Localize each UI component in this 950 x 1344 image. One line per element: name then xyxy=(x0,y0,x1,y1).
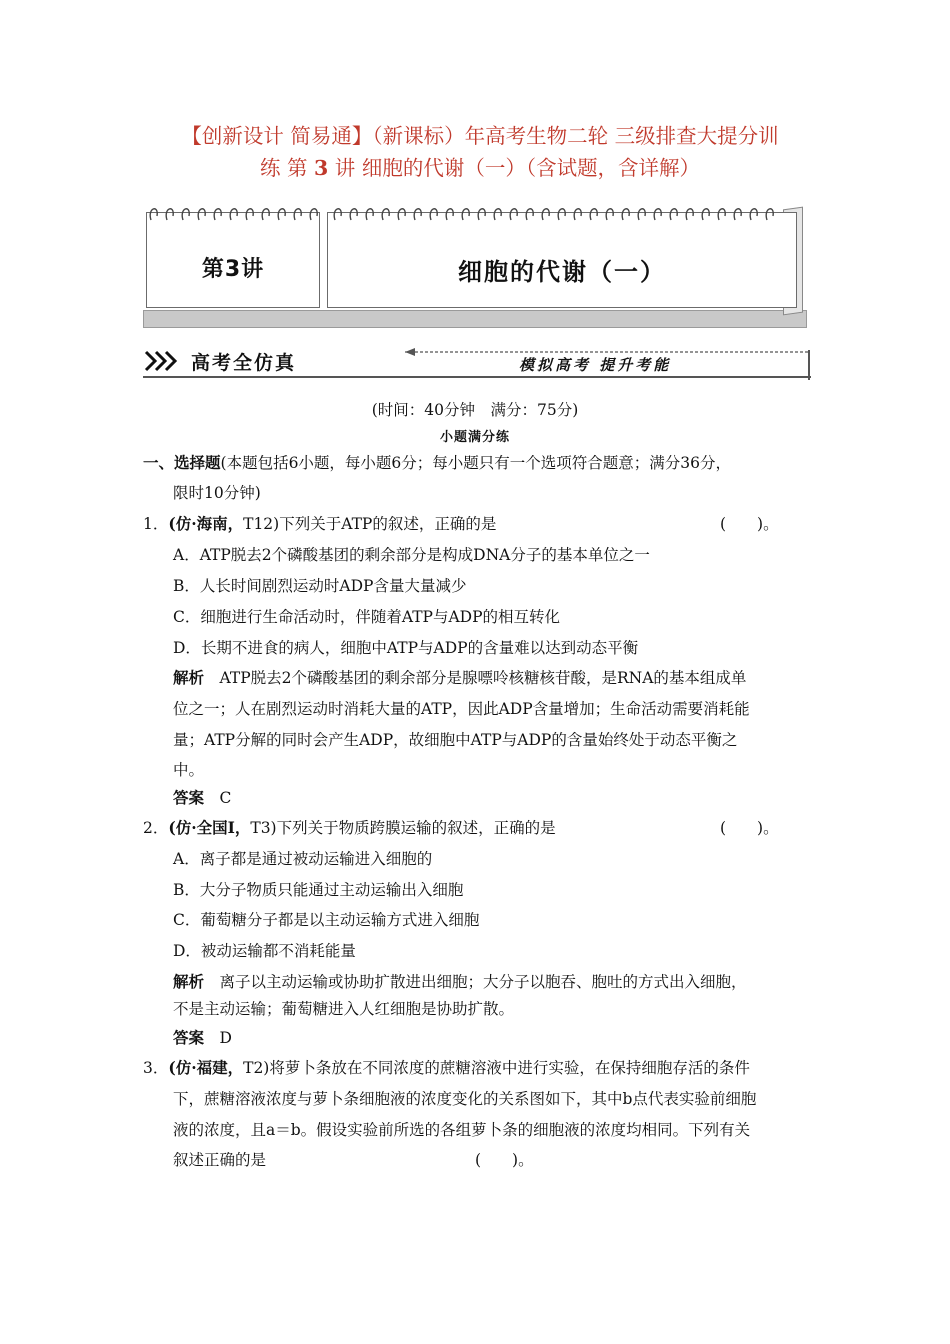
question-3-stem-1 xyxy=(143,1058,750,1078)
question-1-analysis-3: 量；ATP分解的同时会产生ADP，故细胞中ATP与ADP的含量始终处于动态平衡之 xyxy=(173,731,738,749)
question-2-option-d: D．被动运输都不消耗能量 xyxy=(173,942,356,960)
question-2-answer-blank: ( )。 xyxy=(720,819,779,837)
binder-rings-icon xyxy=(143,198,813,222)
question-3-stem-4: 叙述正确的是 xyxy=(173,1151,267,1169)
question-3-answer-blank: ( )。 xyxy=(475,1151,534,1169)
title-line-2 xyxy=(140,152,820,184)
section-slogan: 模拟高考 提升考能 xyxy=(519,356,672,374)
banner-lecture-number: 第3讲 xyxy=(201,257,265,282)
question-tag: T3) xyxy=(250,819,277,837)
section-title: 高考全仿真 xyxy=(191,352,297,374)
question-number: 1． xyxy=(143,515,169,533)
question-2-answer xyxy=(173,1028,232,1048)
title-line-1: 【创新设计 简易通】（新课标）年高考生物二轮 三级排查大提分训 xyxy=(181,124,779,148)
answer-label: 答案 xyxy=(173,1028,205,1047)
section-header-bar xyxy=(143,346,815,382)
question-1-option-d: D．长期不进食的病人，细胞中ATP与ADP的含量难以达到动态平衡 xyxy=(173,639,639,657)
part-one-heading xyxy=(143,453,731,473)
banner-topic: 细胞的代谢（一） xyxy=(458,258,666,286)
question-tag: T12) xyxy=(243,515,280,533)
answer-value: C xyxy=(219,789,232,807)
question-1-answer-blank: ( )。 xyxy=(720,515,779,533)
part-one-note-1: (本题包括6小题，每小题6分；每小题只有一个选项符合题意；满分36分， xyxy=(220,454,732,472)
question-1-answer xyxy=(173,788,231,808)
question-tag: T2) xyxy=(243,1059,270,1077)
question-text: 将萝卜条放在不同浓度的蔗糖溶液中进行实验，在保持细胞存活的条件 xyxy=(269,1059,750,1077)
title-line-2-post: 讲 细胞的代谢（一）（含试题，含详解） xyxy=(334,156,701,180)
question-text: 下列关于ATP的叙述，正确的是 xyxy=(279,515,497,533)
question-3-stem-3: 液的浓度，且a＝b。假设实验前所选的各组萝卜条的细胞液的浓度均相同。下列有关 xyxy=(173,1121,751,1139)
question-1-stem xyxy=(143,514,496,534)
analysis-text: ATP脱去2个磷酸基团的剩余部分是腺嘌呤核糖核苷酸，是RNA的基本组成单 xyxy=(219,669,747,687)
question-2-analysis-1 xyxy=(173,972,747,992)
analysis-label: 解析 xyxy=(173,668,205,687)
question-text: 下列关于物质跨膜运输的叙述，正确的是 xyxy=(276,819,556,837)
question-1-analysis-2: 位之一；人在剧烈运动时消耗大量的ATP，因此ADP含量增加；生命活动需要消耗能 xyxy=(173,700,750,718)
question-2-option-c: C．葡萄糖分子都是以主动运输方式进入细胞 xyxy=(173,911,480,929)
question-1-analysis-1 xyxy=(173,668,746,688)
question-3-stem-2: 下，蔗糖溶液浓度与萝卜条细胞液的浓度变化的关系图如下，其中b点代表实验前细胞 xyxy=(173,1090,757,1108)
analysis-label: 解析 xyxy=(173,972,205,991)
question-2-option-a: A．离子都是通过被动运输进入细胞的 xyxy=(173,850,433,868)
question-2-option-b: B．大分子物质只能通过主动运输出入细胞 xyxy=(173,881,464,899)
title-lecture-number: 3 xyxy=(314,156,329,180)
question-source: (仿·海南， xyxy=(168,514,244,533)
question-1-option-c: C．细胞进行生命活动时，伴随着ATP与ADP的相互转化 xyxy=(173,608,561,626)
answer-value: D xyxy=(219,1029,232,1047)
question-number: 2． xyxy=(143,819,169,837)
question-source: (仿·福建， xyxy=(168,1058,244,1077)
lecture-banner xyxy=(143,196,813,336)
question-1-option-a: A．ATP脱去2个磷酸基团的剩余部分是构成DNA分子的基本单位之一 xyxy=(173,546,650,564)
document-title xyxy=(140,120,820,184)
question-number: 3． xyxy=(143,1059,169,1077)
analysis-text: 离子以主动运输或协助扩散进出细胞；大分子以胞吞、胞吐的方式出入细胞， xyxy=(219,973,747,991)
question-2-analysis-2: 不是主动运输；葡萄糖进入人红细胞是协助扩散。 xyxy=(173,1000,515,1018)
question-1-analysis-4: 中。 xyxy=(173,761,205,779)
time-info: (时间：40分钟 满分：75分) xyxy=(371,401,579,419)
question-source: (仿·全国Ⅰ， xyxy=(168,818,251,837)
question-2-stem xyxy=(143,818,556,838)
question-1-option-b: B．人长时间剧烈运动时ADP含量大量减少 xyxy=(173,577,467,595)
part-one-label: 一、选择题 xyxy=(143,453,221,472)
title-line-2-pre: 练 第 xyxy=(259,156,308,180)
part-one-note-2: 限时10分钟) xyxy=(173,484,261,502)
answer-label: 答案 xyxy=(173,788,205,807)
practice-subtitle: 小题满分练 xyxy=(439,430,510,445)
banner-base xyxy=(143,310,807,328)
